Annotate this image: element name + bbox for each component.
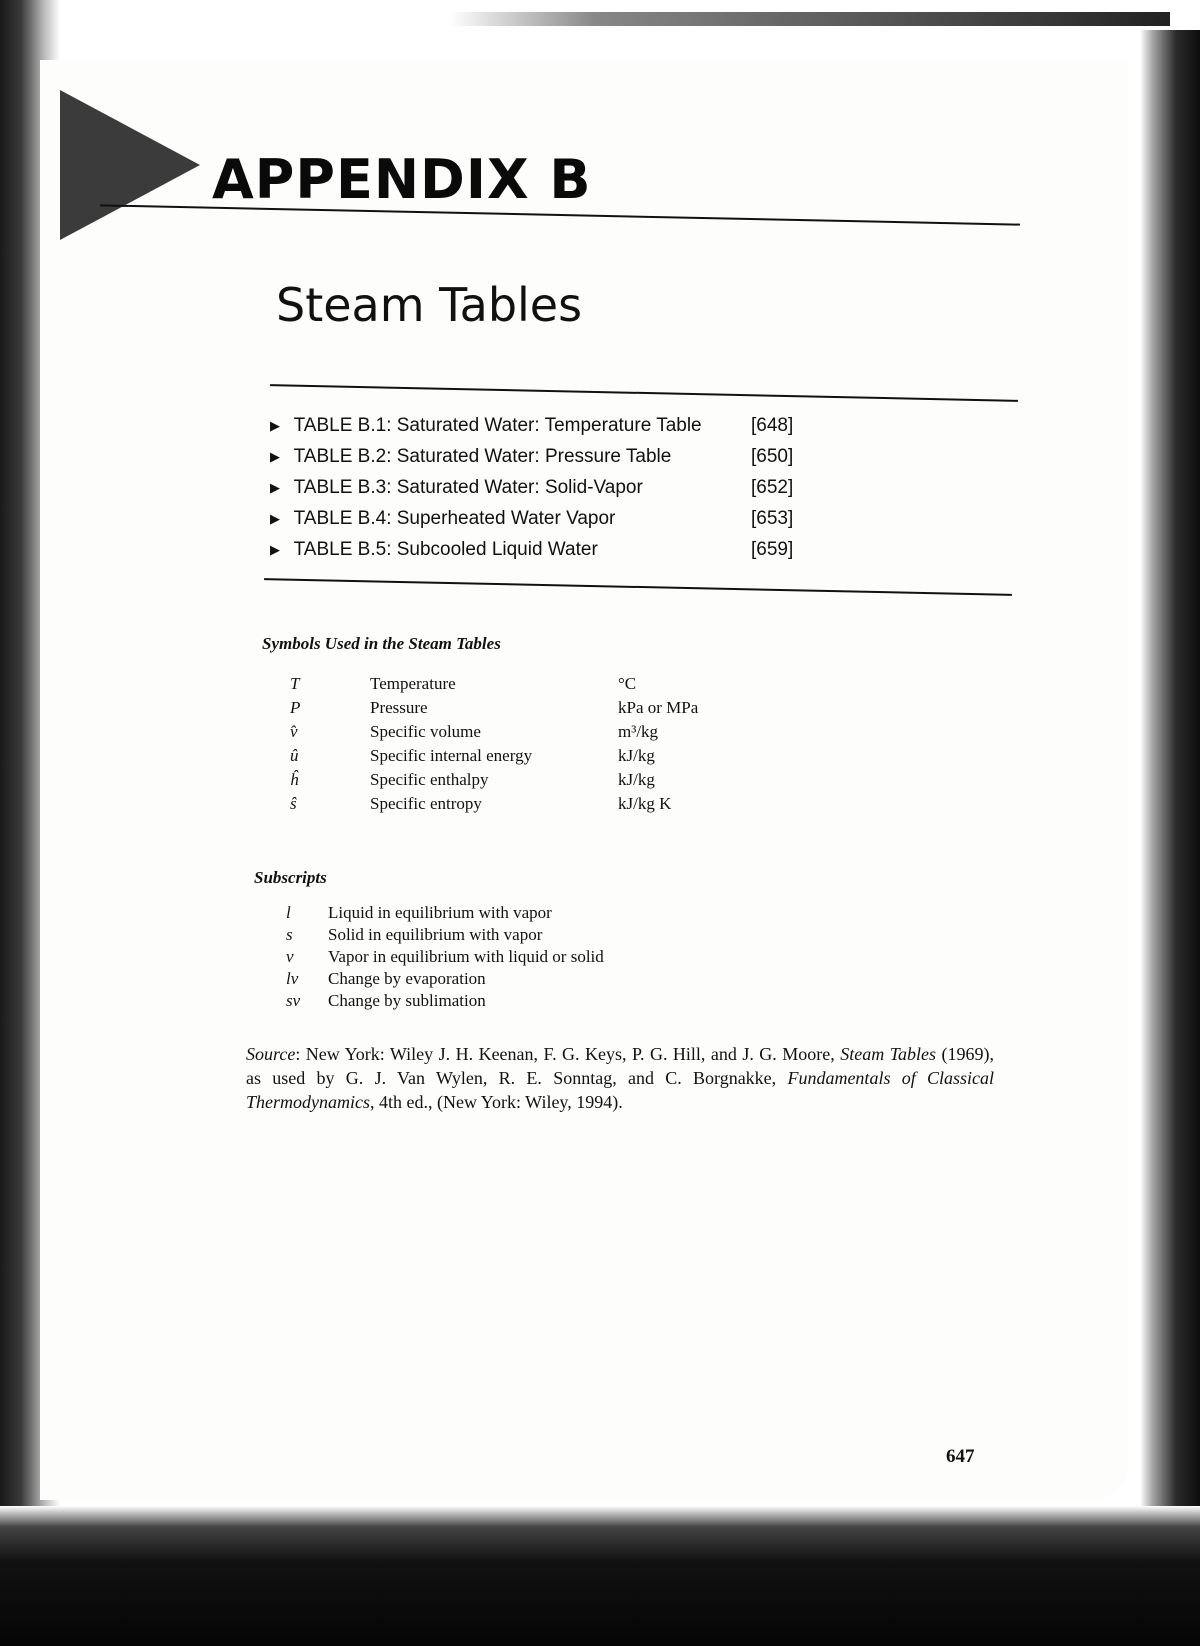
subscript-char: l (286, 903, 291, 922)
symbol-description: Specific entropy (370, 794, 482, 813)
subscript-description: Change by sublimation (328, 991, 486, 1010)
symbol-description: Pressure (370, 698, 428, 717)
toc-item[interactable] (270, 441, 810, 472)
toc-item[interactable] (270, 503, 810, 534)
triangle-bullet-icon: ▶ (270, 541, 280, 557)
source-text-3: , 4th ed., (New York: Wiley, 1994). (370, 1092, 623, 1112)
symbol-char: v̂ (290, 722, 298, 741)
symbol-char: ĥ (290, 770, 299, 789)
subscript-char: sv (286, 991, 301, 1010)
subscript-row (286, 924, 604, 946)
symbol-char: P (290, 698, 301, 717)
symbol-description: Specific internal energy (370, 746, 533, 765)
toc-item-page: [652] (750, 476, 794, 498)
subscripts-table (286, 902, 604, 1012)
symbol-unit: kPa or MPa (618, 698, 699, 717)
subscript-char: v (286, 947, 294, 966)
toc-item[interactable] (270, 472, 810, 503)
subscript-char: lv (286, 969, 299, 988)
scan-edge-bottom (0, 1506, 1200, 1646)
subscript-char: s (286, 925, 293, 944)
symbol-row (290, 672, 758, 696)
symbol-row (290, 744, 758, 768)
appendix-triangle-icon (60, 90, 200, 240)
toc-item[interactable] (270, 534, 810, 565)
symbol-unit: kJ/kg (618, 746, 655, 765)
toc-item[interactable] (270, 410, 810, 441)
toc-item-label: TABLE B.5: Subcooled Liquid Water (293, 538, 598, 560)
page-subtitle: Steam Tables (276, 278, 583, 332)
symbol-description: Specific volume (370, 722, 481, 741)
symbol-unit: °C (618, 674, 637, 693)
subscript-description: Change by evaporation (328, 969, 486, 988)
subscript-description: Solid in equilibrium with vapor (328, 925, 543, 944)
symbol-description: Specific enthalpy (370, 770, 489, 789)
subscript-description: Vapor in equilibrium with liquid or solid (328, 947, 604, 966)
source-title-1: Steam Tables (840, 1044, 937, 1064)
toc-item-label: TABLE B.1: Saturated Water: Temperature Table (293, 414, 702, 436)
toc-item-page: [648] (750, 414, 794, 436)
toc-item-page: [650] (750, 445, 794, 467)
symbol-char: û (290, 746, 299, 765)
source-text-1: : New York: Wiley J. H. Keenan, F. G. Keys, P. G. Hill, and J. G. Moore, (295, 1044, 835, 1064)
table-of-contents (270, 410, 810, 565)
subscript-row (286, 990, 604, 1012)
triangle-bullet-icon: ▶ (270, 479, 280, 495)
toc-item-label: TABLE B.4: Superheated Water Vapor (293, 507, 616, 529)
symbols-heading: Symbols Used in the Steam Tables (262, 634, 501, 653)
triangle-bullet-icon: ▶ (270, 510, 280, 526)
subscript-row (286, 902, 604, 924)
subscript-row (286, 946, 604, 968)
symbol-unit: kJ/kg (618, 770, 655, 789)
source-text-2: (1969), as used by G. J. Van Wylen, R. E. Sonntag, and C. Borgnakke, (246, 1044, 995, 1088)
symbol-row (290, 696, 758, 720)
toc-item-label: TABLE B.3: Saturated Water: Solid-Vapor (293, 476, 643, 498)
toc-item-page: [659] (750, 538, 794, 560)
symbol-unit: kJ/kg K (618, 794, 672, 813)
toc-item-page: [653] (750, 507, 794, 529)
source-label: Source (246, 1044, 296, 1064)
subscripts-heading: Subscripts (254, 868, 327, 887)
triangle-bullet-icon: ▶ (270, 448, 280, 464)
symbol-row (290, 792, 758, 816)
page-number: 647 (946, 1446, 975, 1467)
symbol-row (290, 768, 758, 792)
source-title-2: Fundamentals of Classical Thermodynamics (246, 1068, 995, 1112)
symbol-description: Temperature (370, 674, 456, 693)
scan-edge-top (450, 12, 1170, 26)
toc-item-label: TABLE B.2: Saturated Water: Pressure Table (293, 445, 672, 467)
symbol-row (290, 720, 758, 744)
scan-edge-right (1140, 30, 1200, 1550)
subscript-description: Liquid in equilibrium with vapor (328, 903, 552, 922)
subscript-row (286, 968, 604, 990)
symbol-char: T (290, 674, 300, 693)
triangle-bullet-icon: ▶ (270, 417, 280, 433)
symbol-unit: m³/kg (618, 722, 659, 741)
appendix-title: APPENDIX B (212, 148, 592, 211)
source-citation (246, 1042, 994, 1114)
symbols-table (290, 672, 758, 816)
symbol-char: ŝ (290, 794, 297, 813)
